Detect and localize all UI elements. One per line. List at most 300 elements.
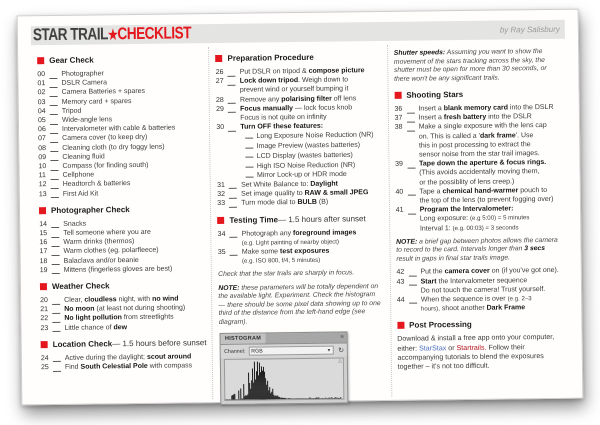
title-star-trail: STAR TRAIL	[32, 24, 109, 45]
checklist-item	[218, 228, 384, 248]
text-segment: Program the Intervalometer:	[419, 205, 514, 214]
item-line	[241, 197, 382, 208]
checkbox-blank	[246, 151, 254, 158]
checkbox-blank	[229, 181, 237, 189]
checkbox-blank	[228, 123, 236, 131]
text-segment: Download & install a free app onto your computer, either:	[397, 333, 555, 353]
text-segment: Intervalometer with cable & batteries	[61, 124, 176, 134]
column-2	[208, 45, 391, 399]
text-segment: Lock down tripod	[239, 77, 299, 85]
item-number: 26	[215, 68, 224, 77]
text-segment: on (if you've got one).	[489, 267, 559, 276]
columns-container	[31, 43, 569, 401]
item-number: 20	[40, 297, 48, 305]
text-segment: camera cover	[444, 268, 490, 276]
checkbox-blank	[53, 354, 61, 362]
text-segment: 3 secs	[524, 245, 546, 253]
text-segment: South Celestial Pole	[80, 362, 148, 371]
text-segment: (at least not during shooting)	[94, 304, 186, 313]
text-segment: Put DSLR on tripod &	[239, 67, 309, 76]
section-bullet-icon	[39, 207, 46, 214]
checkbox-blank	[408, 268, 416, 276]
item-number: 05	[37, 117, 46, 125]
item-number: 24	[40, 354, 49, 363]
text-segment: = 3 seconds	[483, 223, 519, 232]
text-segment: compose picture	[308, 67, 365, 75]
checklist-item	[41, 361, 206, 372]
section-header	[37, 54, 202, 65]
text-segment: (e.g. Light painting of nearby object)	[241, 238, 340, 247]
item-number: 09	[38, 153, 47, 162]
section-bullet-icon	[41, 341, 48, 348]
section-header	[40, 280, 205, 291]
section-title: Weather Check	[51, 281, 110, 292]
channel-label: Channel:	[224, 348, 246, 355]
text-segment: StarStax	[419, 343, 447, 353]
checkbox-blank	[228, 77, 236, 85]
checklist-item	[40, 264, 205, 275]
item-number: 37	[394, 114, 403, 123]
checkbox-blank	[50, 126, 58, 134]
checkbox-blank	[230, 230, 238, 238]
text-segment: Camera cover (to keep dry)	[62, 134, 148, 143]
item-text	[421, 294, 563, 314]
checkbox-blank	[228, 68, 236, 76]
checkbox-blank	[409, 296, 417, 304]
text-segment: Long Exposure Noise Reduction (NR)	[256, 132, 374, 141]
text-segment: (e.g. 2–3	[507, 295, 532, 303]
text-segment: Focus manually	[240, 104, 294, 113]
text-segment: (B)	[316, 198, 329, 207]
checkbox-blank	[407, 114, 415, 122]
item-line	[64, 322, 205, 333]
checkbox-blank	[228, 96, 236, 104]
channel-row	[221, 344, 347, 359]
text-segment: LCD Display (wastes batteries)	[256, 151, 353, 160]
item-text	[240, 121, 382, 180]
column-3	[387, 43, 570, 397]
checklist-item	[395, 158, 561, 188]
item-number: 00	[37, 71, 46, 79]
item-number: 08	[38, 144, 47, 152]
item-number: 18	[39, 257, 48, 265]
item-text	[241, 197, 382, 208]
item-number: 28	[215, 96, 224, 104]
checklist-item	[217, 197, 382, 208]
item-number: 17	[39, 248, 48, 256]
item-line	[65, 361, 206, 372]
text-segment: dew	[113, 323, 128, 331]
section-suffix: — 1.5 hours before sunset	[112, 338, 207, 349]
text-segment: Insert a	[418, 114, 444, 122]
histogram-note	[218, 283, 384, 328]
text-segment: a brief gap between photos allows the camera to record to the card. Intervals longer than	[396, 236, 558, 255]
text-segment: Make a single exposure with the lens cap	[418, 122, 547, 131]
text-segment: foreground images	[292, 228, 357, 237]
text-segment: into the DSLR	[486, 113, 532, 121]
page-title	[33, 23, 191, 45]
channel-dropdown	[248, 346, 334, 356]
checklist-item	[397, 294, 563, 314]
checkbox-blank	[51, 220, 59, 228]
text-segment: or the possiblity of lens creep.)	[419, 178, 515, 187]
text-segment: Tape down the aperture & focus rings.	[419, 159, 547, 168]
text-segment: scout around	[146, 353, 192, 361]
checkbox-blank	[229, 200, 237, 208]
checkbox-blank	[406, 105, 414, 113]
text-segment: these parameters will be totally dependent on the available light. Experiment. Check the histogram — there should be some pixel data showing up to one third of the distance from the left-hand edge (see diagram).	[218, 282, 381, 326]
text-segment: this in post processing to extract the	[418, 140, 531, 150]
star-icon: ★	[107, 26, 118, 43]
checkbox-blank	[50, 89, 58, 97]
item-text	[240, 75, 382, 95]
text-segment: Make some	[241, 248, 281, 256]
item-number: 40	[395, 188, 404, 196]
text-segment: BULB	[297, 199, 317, 207]
text-segment: No light pollution	[64, 314, 122, 323]
item-number: 15	[39, 230, 48, 238]
item-number: 07	[38, 135, 46, 143]
text-segment: First Aid Kit	[62, 190, 99, 198]
text-segment: Headtorch & batteries	[62, 180, 131, 189]
text-segment: . Weigh down to	[298, 76, 349, 85]
section-header	[215, 52, 380, 63]
text-segment: Balaclava and/or beanie	[63, 256, 139, 265]
text-segment: Photograph any	[241, 229, 294, 238]
item-number: 42	[396, 269, 405, 277]
item-number: 01	[37, 80, 46, 88]
section-title: Location Check	[52, 339, 113, 349]
checkbox-blank	[50, 153, 58, 161]
byline: by Ray Salisbury	[499, 24, 560, 35]
item-number: 03	[37, 98, 46, 106]
checkbox-blank	[50, 162, 58, 170]
focus-note	[218, 269, 383, 280]
text-segment: Turn mode dial to	[241, 199, 298, 208]
text-segment: Insert a	[418, 105, 444, 113]
section-bullet-icon	[37, 57, 44, 64]
checkbox-blank	[407, 188, 415, 196]
text-segment: NOTE:	[396, 238, 418, 246]
text-segment: Warm clothes (eg. polarfleece)	[63, 247, 159, 256]
header-bar	[31, 20, 565, 46]
item-number: 41	[395, 206, 404, 215]
text-segment: NOTE:	[218, 284, 240, 292]
checklist-item	[395, 186, 561, 206]
text-segment: pouch to	[518, 186, 548, 195]
item-number: 12	[38, 181, 47, 189]
text-segment: Remove any	[239, 95, 282, 104]
section-header	[39, 204, 204, 215]
checkbox-blank	[49, 70, 57, 78]
item-number: 16	[39, 239, 48, 247]
checkbox-blank	[229, 190, 237, 198]
checkbox-blank	[53, 364, 61, 372]
text-segment: Photographer	[61, 70, 104, 78]
checklist-item	[40, 322, 205, 333]
text-segment: hours),	[420, 305, 440, 313]
checkbox-blank	[230, 248, 238, 256]
checkbox-blank	[246, 171, 254, 178]
item-text	[63, 188, 204, 199]
text-segment: Active during the daylight;	[64, 353, 147, 362]
checkbox-blank	[51, 172, 59, 180]
item-text	[420, 204, 562, 233]
checklist-item	[397, 275, 563, 295]
item-number: 21	[40, 306, 49, 314]
checkbox-blank	[228, 105, 236, 113]
checkbox-blank	[407, 123, 415, 131]
document-page	[17, 9, 584, 406]
text-segment: Follow their accompanying tutorials to blend the exposures together – it's not too difficult.	[397, 342, 544, 371]
item-line	[63, 188, 204, 199]
text-segment: RAW & small JPEG	[304, 189, 369, 198]
section-header	[394, 89, 559, 100]
text-segment: Camera Batteries + spares	[61, 88, 146, 97]
section-bullet-icon	[394, 92, 401, 99]
item-number: 23	[40, 324, 49, 332]
item-text	[64, 322, 205, 333]
text-segment: Do not touch the camera! Trust yourself.	[420, 285, 546, 295]
checkbox-blank	[50, 98, 58, 106]
text-segment: with compass	[147, 362, 193, 370]
item-number: 06	[37, 126, 46, 134]
text-segment: Mirror Lock-up or HDR mode	[256, 171, 347, 180]
checkbox-blank	[246, 142, 254, 149]
text-segment: Image Preview (wastes batteries)	[256, 141, 361, 151]
item-number: 39	[395, 160, 403, 169]
section-header	[217, 214, 382, 225]
text-segment: Turn OFF these features:	[240, 122, 324, 131]
checkbox-blank	[50, 116, 58, 124]
text-segment: Long exposure:	[419, 215, 471, 223]
checkbox-blank	[49, 80, 57, 88]
text-segment: Put the	[420, 268, 445, 276]
checklist-item	[395, 121, 561, 160]
item-number: 13	[38, 190, 47, 198]
text-segment: Tripod	[61, 107, 82, 115]
item-number: 04	[37, 107, 46, 116]
section-bullet-icon	[397, 322, 404, 329]
warning-icon: ⚠	[337, 358, 343, 365]
item-text	[419, 158, 561, 187]
text-segment: the top of the lens (to prevent fogging over)	[419, 195, 554, 205]
text-segment: chemical hand-warmer	[442, 187, 519, 196]
text-segment: (e.g. ISO 800, f/4, 5 minutes)	[241, 256, 321, 265]
checklist-item	[396, 204, 562, 234]
text-segment: Warm drinks (thermos)	[63, 238, 135, 247]
item-text	[64, 264, 205, 275]
item-line	[64, 264, 205, 275]
interval-note	[396, 237, 562, 265]
checkbox-blank	[245, 132, 253, 139]
item-number: 27	[215, 78, 224, 86]
checkbox-blank	[51, 248, 59, 256]
item-text	[242, 246, 384, 266]
text-segment: Set image quality to	[241, 190, 305, 198]
text-segment: Daylight	[310, 180, 338, 188]
item-number: 33	[217, 200, 226, 208]
text-segment: Interval 1:	[419, 224, 453, 233]
section-title: Testing Time	[229, 214, 279, 225]
text-segment: — lock focus knob	[292, 104, 353, 112]
checkbox-blank	[50, 144, 58, 152]
item-number: 38	[394, 124, 403, 132]
text-segment: result in gaps in final star trails image.	[396, 254, 511, 263]
checkbox-blank	[52, 297, 60, 305]
column-1	[31, 47, 213, 401]
checkbox-blank	[50, 107, 58, 115]
item-line	[421, 303, 562, 314]
text-segment: Focus is not quite on infinity	[240, 113, 327, 122]
text-segment: No moon	[64, 305, 95, 314]
item-number: 25	[40, 364, 49, 372]
item-text	[419, 186, 561, 206]
checkbox-blank	[407, 160, 415, 168]
text-segment: fresh battery	[443, 113, 487, 122]
item-number: 29	[216, 105, 224, 113]
checkbox-blank	[50, 135, 58, 143]
panel-menu-icon: ≡	[340, 334, 344, 341]
checkbox-blank	[52, 306, 60, 314]
text-segment: DSLR Camera	[61, 79, 108, 88]
refresh-icon: ↻	[338, 347, 345, 355]
shutter-speeds-note	[394, 48, 560, 84]
item-number: 02	[37, 89, 46, 97]
item-text	[421, 275, 563, 295]
checklist-item	[216, 75, 382, 95]
text-segment: Find	[64, 363, 81, 371]
text-segment: High ISO Noise Reduction (NR)	[256, 161, 356, 170]
text-segment: Tell someone where you are	[63, 228, 151, 237]
section-title: Gear Check	[49, 55, 94, 66]
text-segment: or	[446, 343, 457, 352]
item-number: 35	[217, 248, 226, 256]
text-segment: Set White Balance to:	[241, 180, 311, 189]
checklist-item	[216, 103, 382, 123]
text-segment: sensor noise from the star trail images.	[418, 150, 540, 159]
item-line	[242, 255, 383, 266]
text-segment: '. Use	[515, 131, 534, 139]
text-segment: Tape a	[419, 188, 443, 196]
item-number: 32	[217, 191, 226, 199]
checkbox-blank	[51, 229, 59, 237]
checkbox-blank	[408, 206, 416, 214]
item-line	[419, 121, 560, 132]
text-segment: Mittens (fingerless gloves are best)	[63, 265, 173, 274]
item-line	[419, 167, 560, 178]
text-segment: Shutter speeds:	[393, 49, 446, 57]
text-segment: on. This is called a '	[418, 132, 480, 141]
checkbox-blank	[52, 324, 60, 332]
text-segment: blank memory card	[443, 104, 509, 113]
section-title: Preparation Procedure	[227, 52, 314, 63]
text-segment: cloudless	[84, 296, 117, 304]
item-number: 43	[396, 278, 405, 286]
text-segment: prevent wind or yourself bumping it	[239, 85, 349, 95]
checkbox-blank	[51, 239, 59, 247]
text-segment: no wind	[152, 295, 179, 303]
text-segment: night, with	[116, 295, 153, 304]
text-segment: Snacks	[63, 220, 87, 228]
checklist-item	[218, 246, 384, 266]
checkbox-blank	[51, 181, 59, 189]
text-segment: off lens	[331, 94, 357, 103]
checklist-item	[39, 188, 204, 199]
text-segment: Check that the star trails are sharply in focus.	[218, 269, 355, 279]
text-segment: Clear,	[64, 296, 85, 304]
item-number: 31	[217, 181, 225, 189]
item-number: 30	[216, 124, 225, 132]
section-header	[41, 338, 206, 349]
section-bullet-icon	[217, 216, 224, 223]
text-segment: Assuming you want to show the movement of the stars tracking across the sky, the shutter must be open for more than 30 seconds, or there won't be any significant trails.	[393, 48, 547, 83]
section-bullet-icon	[40, 283, 47, 290]
item-number: 44	[396, 296, 405, 304]
text-segment: Compass (for finding south)	[62, 161, 149, 170]
checklist-item	[216, 121, 382, 181]
item-text	[242, 228, 384, 248]
text-segment: (e.g 5:00)	[469, 215, 497, 223]
checkbox-blank	[246, 161, 254, 168]
checkbox-blank	[52, 266, 60, 274]
histogram-title: HISTOGRAM	[221, 334, 265, 345]
section-suffix: — 1.5 hours after sunset	[278, 213, 366, 224]
item-number: 11	[38, 172, 46, 180]
text-segment: When the sequence is over	[420, 295, 508, 304]
text-segment: Cleaning cloth (to dry foggy lens)	[62, 143, 165, 152]
text-segment: dark frame	[479, 131, 516, 140]
text-segment: Memory card + spares	[61, 97, 132, 106]
text-segment: Cleaning fluid	[62, 153, 105, 161]
text-segment: = 5 minutes	[496, 214, 530, 223]
text-segment: polarising filter	[281, 95, 332, 103]
text-segment: the Intervalometer sequence	[436, 276, 528, 285]
item-text	[240, 103, 382, 123]
checkbox-blank	[52, 257, 60, 265]
text-segment: Little chance of	[64, 323, 114, 332]
text-segment: Dark Frame	[486, 304, 526, 312]
text-segment: test exposures	[279, 247, 330, 256]
section-header	[397, 319, 562, 330]
text-segment: Startrails.	[456, 343, 487, 352]
checkbox-blank	[409, 278, 417, 286]
section-title: Photographer Check	[50, 204, 130, 215]
item-number: 36	[394, 105, 403, 113]
text-segment: Start	[420, 277, 437, 286]
checkbox-blank	[51, 190, 59, 198]
section-title: Post Processing	[409, 320, 472, 331]
text-segment: shoot another	[439, 304, 487, 313]
item-text	[65, 361, 206, 372]
text-segment: Wide-angle lens	[61, 116, 113, 124]
item-number: 34	[217, 230, 226, 238]
channel-value: RGB	[251, 348, 263, 355]
section-title: Shooting Stars	[406, 89, 464, 100]
post-processing-text	[397, 333, 563, 372]
histogram-chart	[224, 358, 345, 401]
item-number: 14	[39, 220, 48, 229]
checkbox-blank	[52, 315, 60, 323]
item-text	[419, 121, 561, 160]
text-segment: (e.g. 00:03)	[452, 224, 484, 232]
chevron-down-icon: ▼	[326, 347, 332, 354]
item-number: 22	[40, 315, 49, 323]
text-segment: Cellphone	[62, 171, 95, 180]
item-line	[420, 222, 561, 233]
text-segment: (This avoids accidentally moving them,	[419, 168, 540, 177]
title-checklist: CHECKLIST	[117, 23, 192, 44]
